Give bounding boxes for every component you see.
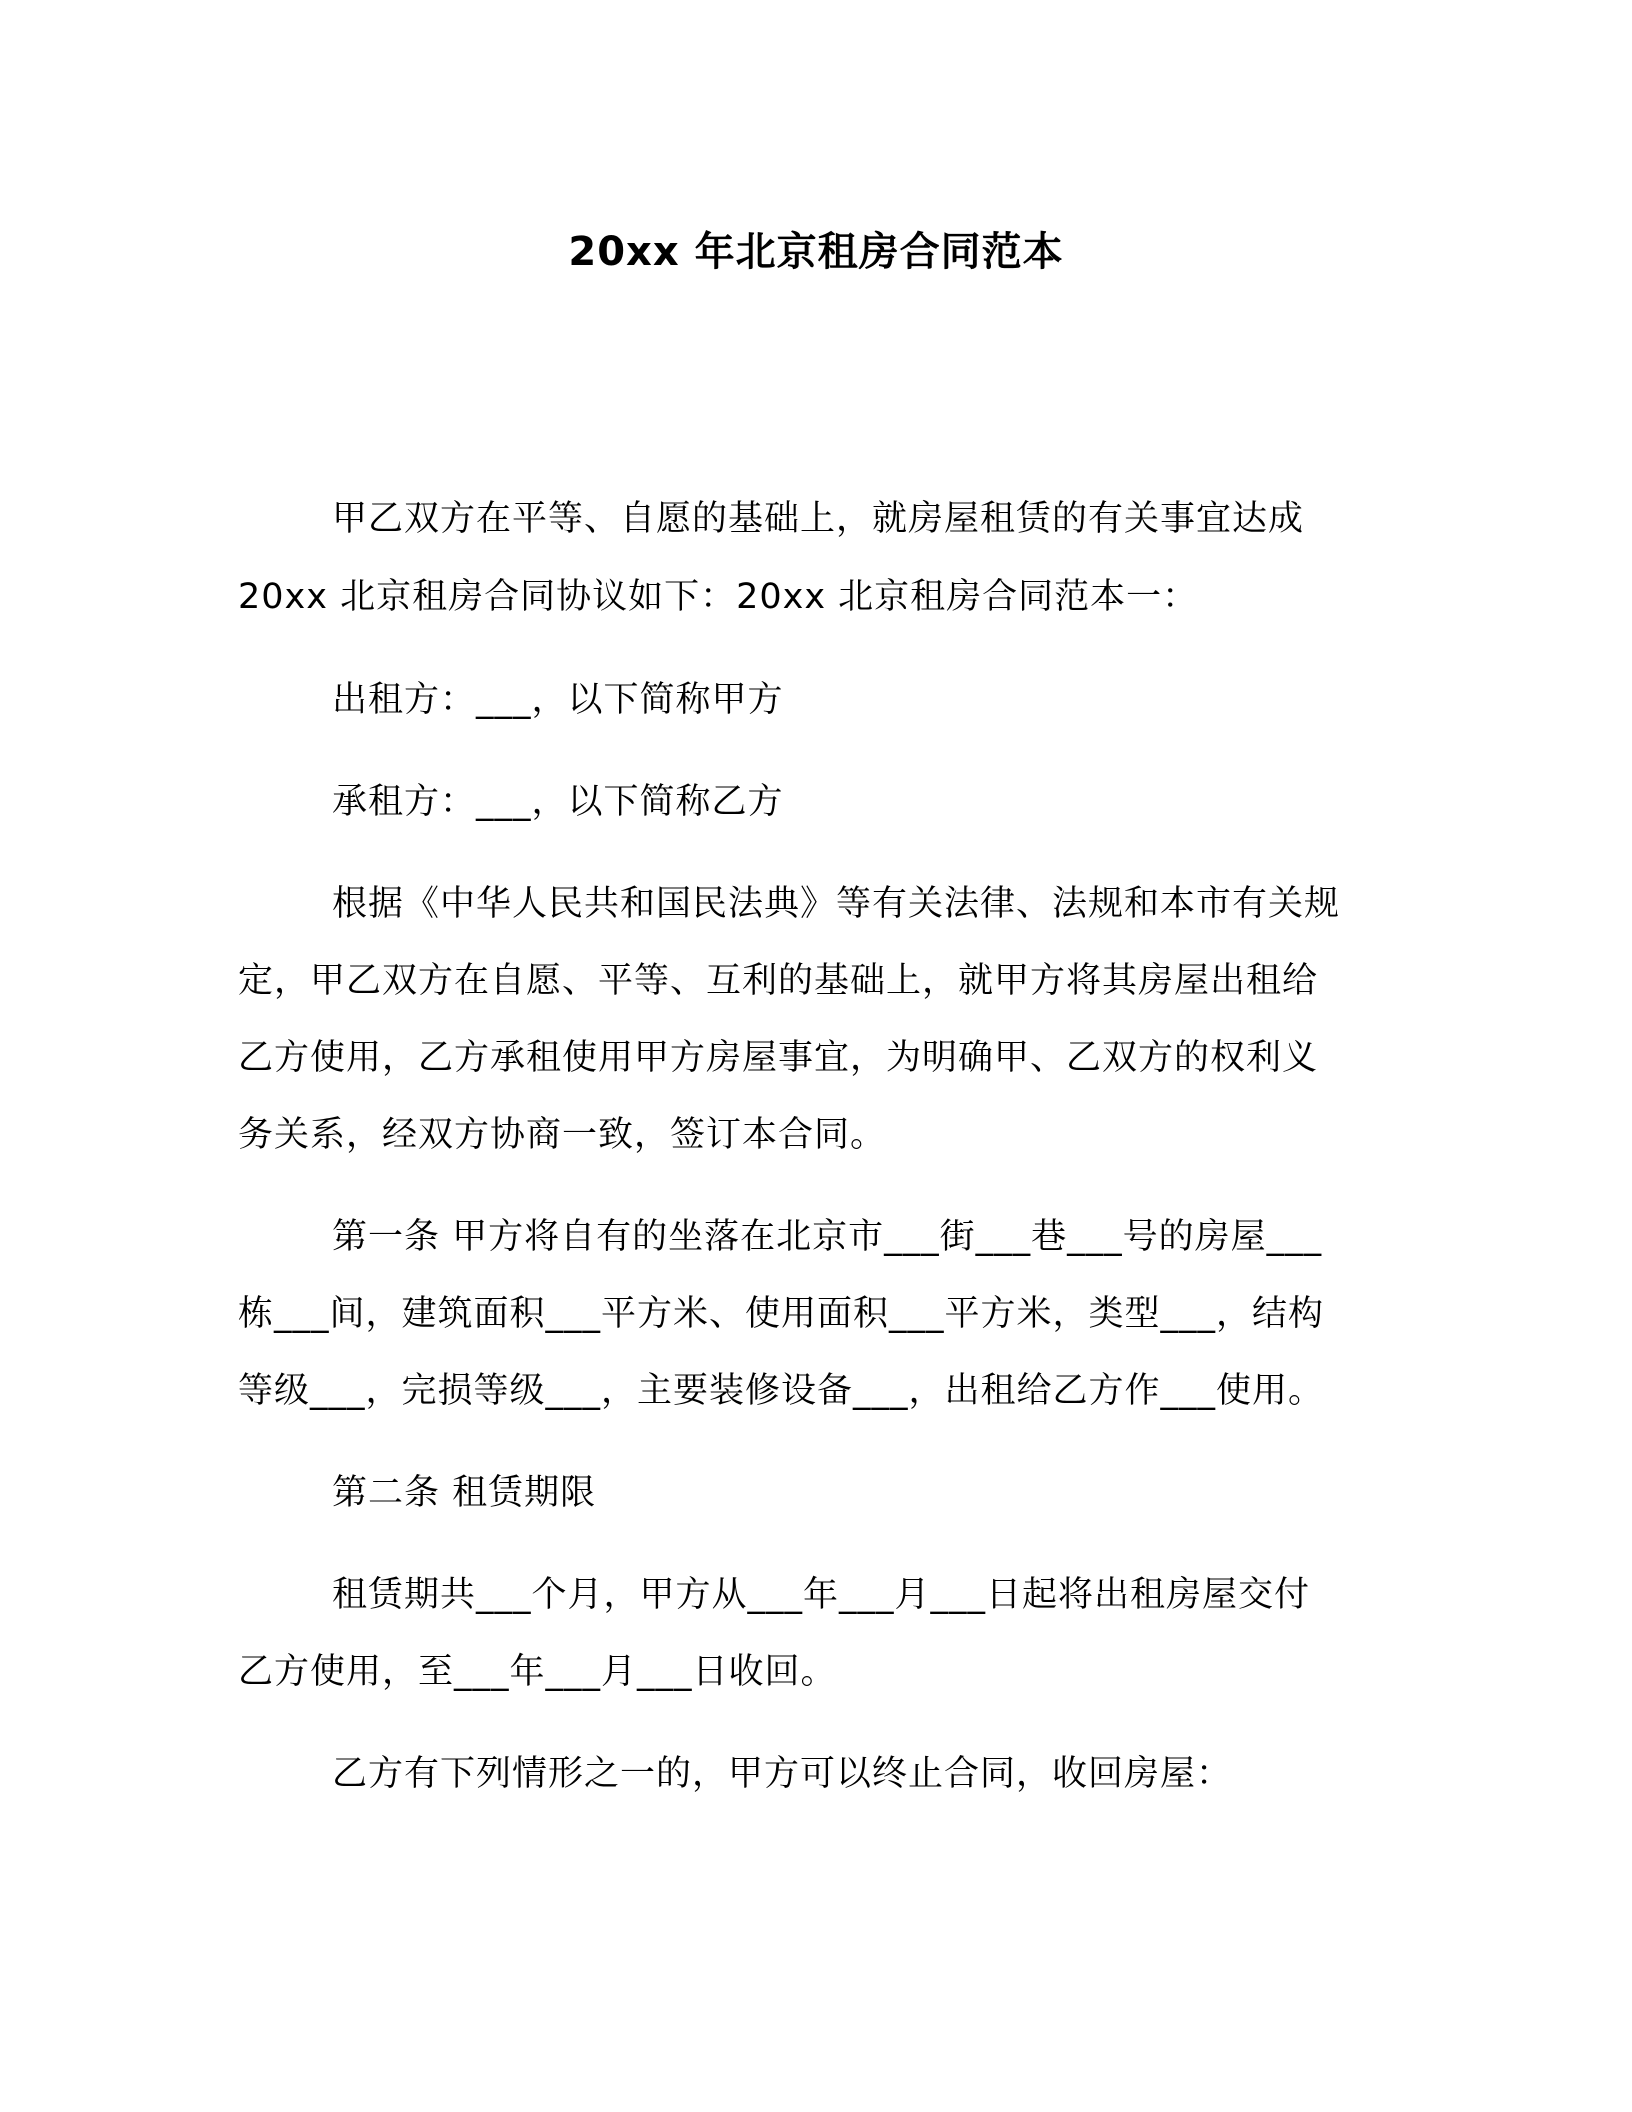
basis-line-1: 根据《中华人民共和国民法典》等有关法律、法规和本市有关规: [332, 884, 1341, 924]
lessor-line: 出租方：___，以下简称甲方: [332, 680, 784, 720]
basis-line-4: 务关系，经双方协商一致，签订本合同。: [238, 1115, 887, 1155]
intro-line-1: 甲乙双方在平等、自愿的基础上，就房屋租赁的有关事宜达成: [332, 499, 1305, 539]
basis-line-2: 定，甲乙双方在自愿、平等、互利的基础上，就甲方将其房屋出租给: [238, 961, 1319, 1001]
intro-line-2: 20xx 北京租房合同协议如下：20xx 北京租房合同范本一：: [238, 577, 1199, 617]
basis-line-3: 乙方使用，乙方承租使用甲方房屋事宜，为明确甲、乙双方的权利义: [238, 1038, 1319, 1078]
document-title: 20xx 年北京租房合同范本: [568, 229, 1064, 275]
article1-line-2: 栋___间，建筑面积___平方米、使用面积___平方米，类型___，结构: [238, 1294, 1325, 1334]
article1-line-1: 第一条 甲方将自有的坐落在北京市___街___巷___号的房屋___: [332, 1217, 1323, 1257]
term-line-2: 乙方使用，至___年___月___日收回。: [238, 1652, 837, 1692]
termination-line: 乙方有下列情形之一的，甲方可以终止合同，收回房屋：: [332, 1754, 1233, 1794]
article2-heading: 第二条 租赁期限: [332, 1473, 597, 1513]
lessee-line: 承租方：___，以下简称乙方: [332, 782, 784, 822]
article1-line-3: 等级___，完损等级___，主要装修设备___，出租给乙方作___使用。: [238, 1371, 1325, 1411]
term-line-1: 租赁期共___个月，甲方从___年___月___日起将出租房屋交付: [332, 1575, 1311, 1615]
